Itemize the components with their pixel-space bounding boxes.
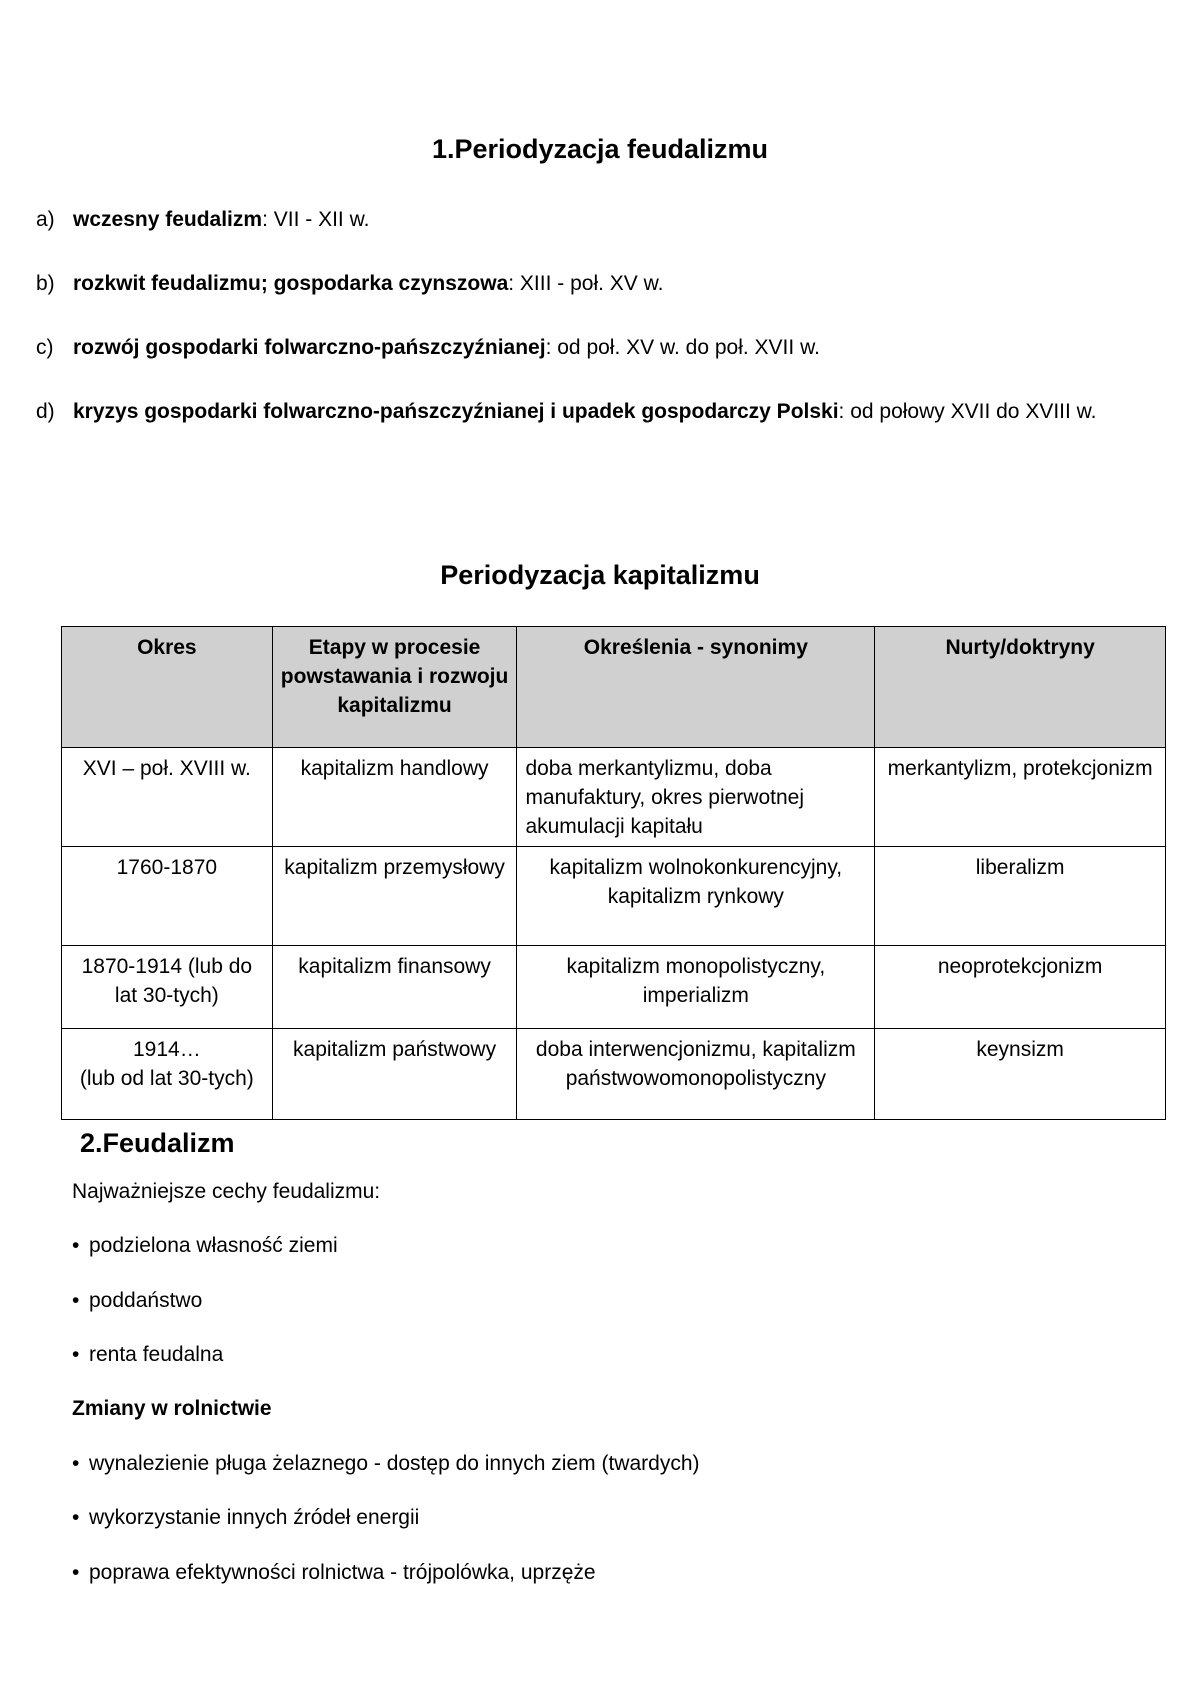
period-item [36,334,1176,398]
table-cell: kapitalizm monopolistyczny, imperializm [517,946,875,1029]
header-cell-period: Okres [62,627,273,748]
list-letter: a) [36,208,55,231]
bullet-icon: • [72,1452,80,1475]
period-term: wczesny feudalizm [73,208,263,231]
table-row [62,847,1166,946]
period-item [36,398,1176,462]
list-item-text: wykorzystanie innych źródeł energii [89,1506,420,1529]
table-row [62,748,1166,847]
list-item [72,1504,419,1532]
period-term: kryzys gospodarki folwarczno-pańszczyźnianej i upadek gospodarczy Polski [73,400,839,423]
table-cell: kapitalizm wolnokonkurencyjny, kapitalizm rynkowy [517,847,875,946]
bullet-icon: • [72,1506,80,1529]
feudalism-periodization-title: 1.Periodyzacja feudalizmu [431,134,769,164]
agriculture-changes-label: Zmiany w rolnictwie [72,1397,272,1420]
bullet-icon: • [72,1234,80,1257]
period-range: od poł. XV w. do poł. XVII w. [557,336,820,359]
capitalism-periodization-title: Periodyzacja kapitalizmu [440,560,760,590]
period-item [36,270,1176,334]
features-label: Najważniejsze cechy feudalizmu: [72,1180,381,1203]
list-item [72,1450,700,1478]
feudalism-section-title: 2.Feudalizm [80,1128,235,1158]
period-range: XIII - poł. XV w. [519,272,664,295]
header-cell-stages: Etapy w procesie powstawania i rozwoju kapitalizmu [272,627,517,748]
table-cell: kapitalizm przemysłowy [272,847,517,946]
list-letter: b) [36,272,55,295]
table-row [62,946,1166,1029]
period-separator: : [262,208,274,231]
table-header-row [62,627,1166,748]
table-cell: liberalizm [875,847,1166,946]
period-term: rozwój gospodarki folwarczno-pańszczyźnianej [73,336,546,359]
period-range: od połowy XVII do XVIII w. [850,400,1097,423]
period-item [36,206,1176,270]
period-term: rozkwit feudalizmu; gospodarka czynszowa [73,272,509,295]
list-item [72,1559,596,1587]
bullet-icon: • [72,1343,80,1366]
table-cell: 1914… (lub od lat 30-tych) [62,1029,273,1120]
table-cell: doba merkantylizmu, doba manufaktury, okres pierwotnej akumulacji kapitału [517,748,875,847]
period-range: VII - XII w. [273,208,370,231]
list-item-text: podzielona własność ziemi [89,1234,338,1257]
list-item-text: renta feudalna [89,1343,224,1366]
list-letter: d) [36,400,55,423]
list-item [72,1341,223,1369]
feudalism-period-list [36,206,1176,462]
capitalism-table [61,626,1166,1120]
list-item-text: poddaństwo [89,1289,203,1312]
list-item [72,1232,338,1260]
table-cell: kapitalizm handlowy [272,748,517,847]
list-item [72,1287,202,1315]
bullet-icon: • [72,1561,80,1584]
table-cell: neoprotekcjonizm [875,946,1166,1029]
bullet-icon: • [72,1289,80,1312]
list-item-text: wynalezienie pługa żelaznego - dostęp do innych ziem (twardych) [89,1452,700,1475]
table-cell: merkantylizm, protekcjonizm [875,748,1166,847]
list-item-text: poprawa efektywności rolnictwa - trójpolówka, uprzęże [89,1561,596,1584]
table-cell: kapitalizm finansowy [272,946,517,1029]
period-separator: : [545,336,558,359]
table-cell: doba interwencjonizmu, kapitalizm państwowomonopolistyczny [517,1029,875,1120]
table-row [62,1029,1166,1120]
header-cell-doctrines: Nurty/doktryny [875,627,1166,748]
list-letter: c) [36,336,54,359]
table-cell: XVI – poł. XVIII w. [62,748,273,847]
table-cell: keynsizm [875,1029,1166,1120]
table-cell: 1870-1914 (lub do lat 30-tych) [62,946,273,1029]
period-separator: : [508,272,520,295]
period-separator: : [838,400,851,423]
header-cell-synonyms: Określenia - synonimy [517,627,875,748]
table-cell: 1760-1870 [62,847,273,946]
table-cell: kapitalizm państwowy [272,1029,517,1120]
